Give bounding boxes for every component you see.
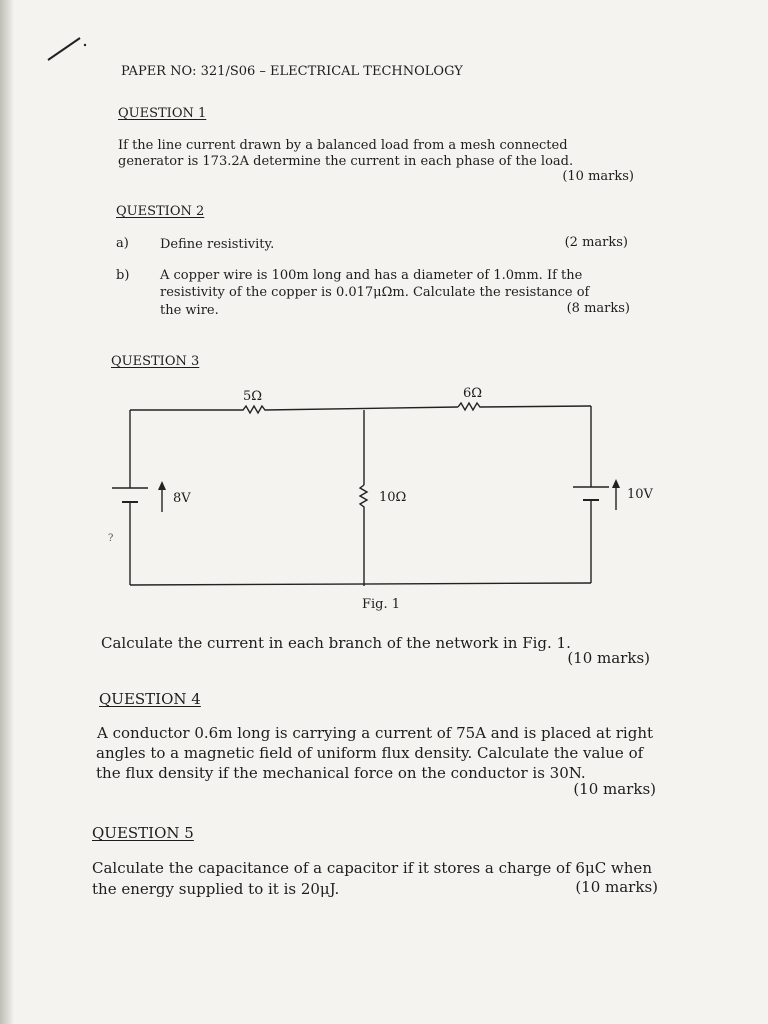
q4-marks: (10 marks) bbox=[573, 780, 656, 798]
q5-line1: Calculate the capacitance of a capacitor if it stores a charge of 6μC when bbox=[92, 859, 652, 877]
q2-b-line3: the wire. bbox=[160, 303, 219, 318]
q4-heading: QUESTION 4 bbox=[99, 690, 201, 708]
q2-b-line1: A copper wire is 100m long and has a diameter of 1.0mm. If the bbox=[160, 268, 583, 283]
q4-line2: angles to a magnetic field of uniform flux density. Calculate the value of bbox=[96, 744, 644, 762]
resistor-10-ohm bbox=[360, 485, 367, 586]
q5-line2: the energy supplied to it is 20μJ. bbox=[92, 880, 340, 898]
q5-heading: QUESTION 5 bbox=[92, 824, 194, 842]
q1-line1: If the line current drawn by a balanced load from a mesh connected bbox=[118, 138, 568, 153]
q4-line3: the flux density if the mechanical force on the conductor is 30N. bbox=[96, 764, 586, 782]
q2-b-line2: resistivity of the copper is 0.017μΩm. Calculate the resistance of bbox=[160, 285, 590, 300]
q1-heading: QUESTION 1 bbox=[118, 106, 207, 121]
q3-marks: (10 marks) bbox=[567, 649, 650, 667]
label-10v: 10V bbox=[627, 487, 653, 502]
label-8v: 8V bbox=[173, 491, 191, 506]
label-10-ohm: 10Ω bbox=[379, 490, 407, 505]
q1-line2: generator is 173.2A determine the current in each phase of the load. bbox=[118, 154, 574, 169]
paper-title: PAPER NO: 321/S06 – ELECTRICAL TECHNOLOGY bbox=[121, 64, 463, 79]
resistor-6-ohm bbox=[458, 403, 591, 410]
label-5-ohm: 5Ω bbox=[243, 389, 263, 404]
q2-a-marks: (2 marks) bbox=[564, 235, 628, 250]
q1-marks: (10 marks) bbox=[562, 169, 634, 184]
q2-a-label: a) bbox=[116, 236, 129, 251]
q2-a-text: Define resistivity. bbox=[160, 237, 275, 252]
q3-heading: QUESTION 3 bbox=[111, 354, 200, 369]
resistor-5-ohm bbox=[130, 406, 458, 413]
q4-line1: A conductor 0.6m long is carrying a current of 75A and is placed at right bbox=[97, 724, 654, 742]
q2-heading: QUESTION 2 bbox=[116, 204, 205, 219]
fig-caption: Fig. 1 bbox=[362, 597, 401, 612]
q5-marks: (10 marks) bbox=[575, 878, 658, 896]
label-6-ohm: 6Ω bbox=[463, 386, 483, 401]
q2-b-label: b) bbox=[116, 268, 130, 283]
q3-text: Calculate the current in each branch of the network in Fig. 1. bbox=[101, 634, 571, 652]
q2-b-marks: (8 marks) bbox=[566, 301, 630, 316]
svg-text:?: ? bbox=[108, 533, 114, 544]
